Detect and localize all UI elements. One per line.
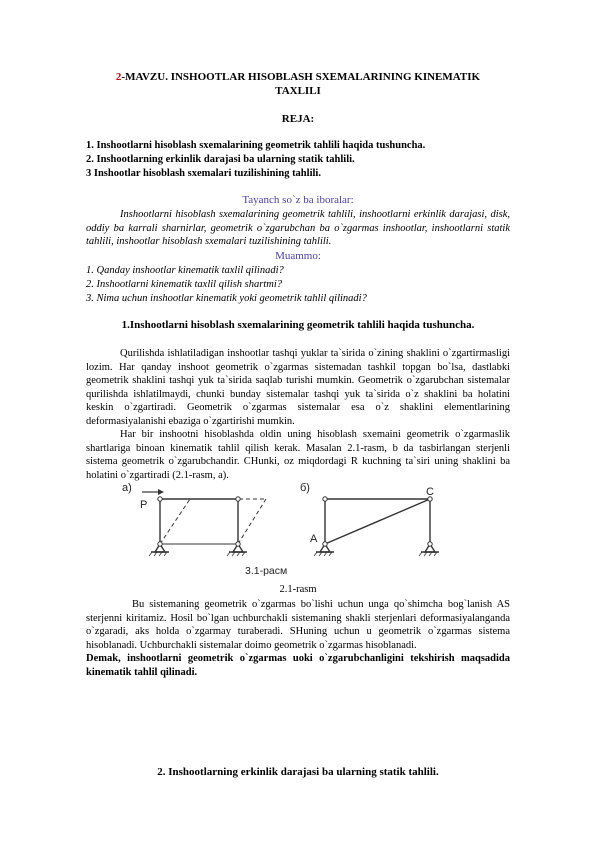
frame-figure: [120, 482, 460, 582]
figure-inner-caption: 3.1-расм: [245, 565, 288, 577]
problem-question: 2. Inshootlarni kinematik taxlil qilish shartmi?: [86, 279, 282, 290]
figure-caption: 2.1-rasm: [279, 584, 317, 595]
figure-label-b: б): [300, 482, 310, 494]
force-p-arrowhead: [158, 489, 164, 495]
problem-heading: Muammo:: [275, 250, 321, 262]
plan-item: 3 Inshootlar hisoblash sxemalari tuzilishining tahlili.: [86, 168, 321, 179]
plan-list: [86, 139, 516, 181]
paragraph-1: Qurilishda ishlatiladigan inshootlar tashqi yuklar ta`sirida o`zining shaklini o`zgartirmasligi lozim. Har qanday inshoot geometrik o`zgarmas sistemadan tashkil topgan bo`lsa, dastlabki geometrik shaklini tashqi yuk ta`sirida saqlab turishi mumkin. Geometrik o`zgarubchan sistemalar qurilishda ishlatilmaydi, chunki bunday sistemalar tashqi yuk ta`sirida o`z shaklini ba holatini keskin o`zgartiradi. Geometrik o`zgarmas sistemalar esa o`z shaklini elementlarining deformasiyalanishi ebaziga o`zgartirishi mumkin.: [86, 348, 510, 427]
paragraph-3: Bu sistemaning geometrik o`zgarmas bo`lishi uchun unga qo`shimcha bog`lanish AS sterjenni kiritamiz. Hosil bo`lgan uchburchakli sistemaning shakli sterjenlari deformasiyalanganda o`zgaradi, aks holda o`zgarmay turaberadi. SHuning uchun u geometrik o`zgarmas sistema hisoblanadi. Uchburchakli sistemalar doimo geometrik o`zgarmas hisoblanadi.: [86, 599, 510, 651]
title-line-1: -MAVZU. INSHOOTLAR HISOBLASH SXEMALARINING KINEMATIK: [121, 71, 481, 83]
figure-label-node-c: C: [426, 486, 434, 498]
paragraph-2: Har bir inshootni hisoblashda oldin uning hisoblash sxemaini geometrik o`zgarmaslik shartlariga binoan kinematik tahlil qilish kerak. Masalan 2.1-rasm, b da tasbirlangan sterjenli sistema geometrik o`zgarubchandir. CHunki, oz miqdordagi R kuchning ta`siri uning shaklini ba holatini o`zgartiradi (2.1-rasm, a).: [86, 429, 510, 481]
topic-number: 2: [115, 71, 122, 83]
conclusion: Demak, inshootlarni geometrik o`zgarmas uoki o`zgarubchanligini tekshirish maqsadida kinematik tahlil qilinadi.: [86, 653, 510, 678]
plan-item: 1. Inshootlarni hisoblash sxemalarining geometrik tahlili haqida tushuncha.: [86, 140, 426, 151]
problem-question: 1. Qanday inshootlar kinematik taxlil qilinadi?: [86, 265, 284, 276]
figure-label-p: P: [140, 499, 148, 511]
plan-heading: REJA:: [281, 113, 315, 125]
problem-question: 3. Nima uchun inshootlar kinematik yoki geometrik tahlil qilinadi?: [86, 293, 367, 304]
frame-b-diagonal-ac: [325, 499, 430, 544]
page-title: [86, 70, 510, 98]
frame-a-deformed-right: [238, 499, 266, 544]
plan-item: 2. Inshootlarning erkinlik darajasi ba ularning statik tahlili.: [86, 154, 355, 165]
keywords-heading: Tayanch so`z ba iboralar:: [242, 194, 354, 206]
section-1-title: 1.Inshootlarni hisoblash sxemalarining geometrik tahlili haqida tushuncha.: [121, 319, 475, 331]
title-line-2: TAXLILI: [275, 85, 321, 97]
figure-label-a: а): [122, 482, 132, 494]
frame-a-deformed-left: [160, 499, 190, 544]
figure-label-node-a: A: [310, 533, 318, 545]
keywords-text: Inshootlarni hisoblash sxemalarining geometrik tahlili, inshootlarni erkinlik darajasi, disk, oddiy ba karrali sharnirlar, geometrik o`zgarubchan ba o`zgarmas inshootlar, inshootlarni statik tahlili, inshootlar hisoblash sxemalari tuzilishining tahlili.: [86, 209, 510, 247]
section-2-title: 2. Inshootlarning erkinlik darajasi ba ularning statik tahlili.: [157, 766, 439, 778]
